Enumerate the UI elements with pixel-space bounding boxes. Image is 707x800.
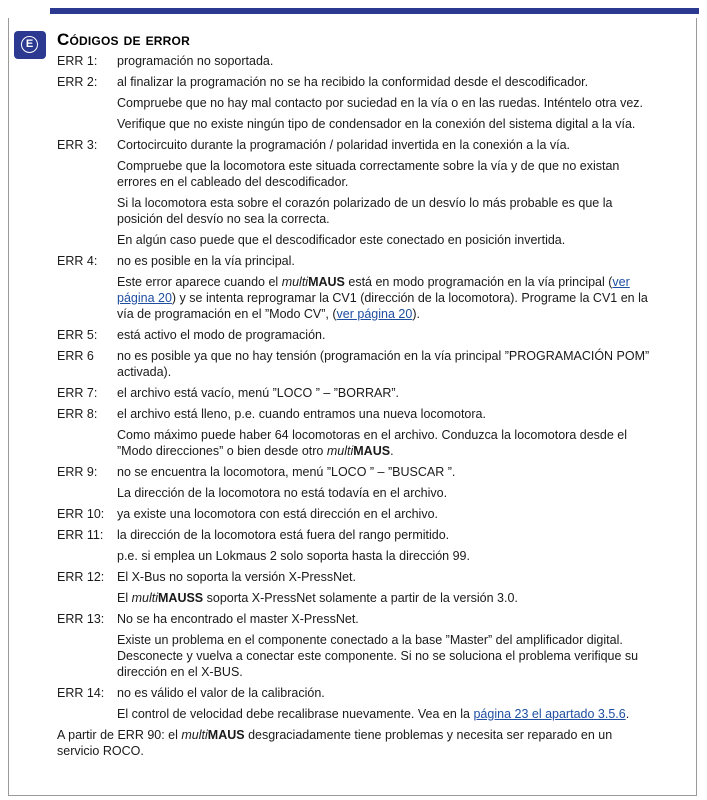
error-entry-13 [57,611,652,680]
error-detail: La dirección de la locomotora no está todavía en el archivo. [117,486,448,500]
error-detail [117,427,652,459]
error-code: ERR 2: [57,75,98,89]
error-desc: no se encuentra la locomotora, menú ”LOCO ” – ”BUSCAR ”. [117,465,456,479]
brand-maus: MAUS [308,275,345,289]
error-entry-5 [57,327,652,343]
error-entry-11 [57,527,652,564]
error-code: ERR 13: [57,612,105,626]
error-detail [117,706,652,722]
error-entry-6 [57,348,652,380]
error-desc: Cortocircuito durante la programación / polaridad invertida en la conexión a la vía. [117,138,571,152]
error-detail: Verifique que no existe ningún tipo de condensador en la conexión del sistema digital a la vía. [117,117,636,131]
page-20-link[interactable]: ver página 20 [117,275,630,305]
error-code: ERR 8: [57,407,98,421]
error-code: ERR 3: [57,138,98,152]
error-desc: no es válido el valor de la calibración. [117,686,325,700]
error-desc: el archivo está lleno, p.e. cuando entramos una nueva locomotora. [117,407,486,421]
error-detail: Compruebe que la locomotora este situada correctamente sobre la vía y de que no existan errores en el cableado del descodificador. [117,159,620,189]
error-entry-3 [57,137,652,248]
detail-text: Este error aparece cuando el [117,275,282,289]
top-accent-band [50,8,699,14]
error-list [57,53,652,764]
error-desc: el archivo está vacío, menú ”LOCO ” – ”BORRAR”. [117,386,400,400]
detail-text: El [117,591,132,605]
detail-text: ) y se intenta reprogramar la CV1 (dirección de la locomotora). Programe la CV1 en la vía de programación en el ”Modo CV”, ( [117,291,648,321]
brand-maus: MAUS [353,444,391,458]
language-letter: E [21,36,38,53]
page-20-link[interactable]: ver página 20 [336,307,413,321]
footer-note [57,727,652,759]
error-code: ERR 4: [57,254,98,268]
error-code: ERR 1: [57,54,98,68]
error-desc: al finalizar la programación no se ha recibido la conformidad desde el descodificador. [117,75,589,89]
error-desc: está activo el modo de programación. [117,328,326,342]
error-entry-10 [57,506,652,522]
error-detail: En algún caso puede que el descodificador este conectado en posición invertida. [117,233,566,247]
error-detail [117,590,652,606]
error-detail: p.e. si emplea un Lokmaus 2 solo soporta hasta la dirección 99. [117,549,470,563]
error-entry-14 [57,685,652,722]
brand-maus: MAUS [207,728,245,742]
error-desc: El X-Bus no soporta la versión X-PressNet. [117,570,356,584]
footer-text: A partir de ERR 90: el [57,728,182,742]
error-entry-9 [57,464,652,501]
error-entry-12 [57,569,652,606]
brand-multi: multi [131,591,158,605]
error-detail: Compruebe que no hay mal contacto por suciedad en la vía o en las ruedas. Inténtelo otra vez. [117,96,644,110]
error-code: ERR 12: [57,570,105,584]
detail-text: Como máximo puede haber 64 locomotoras en el archivo. Conduzca la locomotora desde el ”Modo direcciones” o bien desde otro [117,428,628,458]
footer-text: desgraciadamente tiene problemas y necesita ser reparado en un servicio ROCO. [57,728,613,758]
error-entry-2 [57,74,652,132]
brand-multi: multi [281,275,309,289]
error-desc: no es posible en la vía principal. [117,254,295,268]
error-code: ERR 9: [57,465,98,479]
error-detail: Si la locomotora esta sobre el corazón polarizado de un desvío lo más probable es que la posición del desvío no sea la correcta. [117,196,613,226]
error-desc: No se ha encontrado el master X-PressNet. [117,612,359,626]
brand-mauss: MAUSS [158,591,204,605]
error-code: ERR 7: [57,386,98,400]
error-desc: la dirección de la locomotora está fuera del rango permitido. [117,528,450,542]
language-badge [14,31,46,59]
error-desc: no es posible ya que no hay tensión (programación en la vía principal ”PROGRAMACIÓN POM” activada). [117,349,650,379]
brand-multi: multi [326,444,354,458]
error-detail: Existe un problema en el componente conectado a la base ”Master” del amplificador digital. Desconecte y vuelva a conectar este componente. Si no se soluciona el problema verifique su dirección en el X-BUS. [117,633,639,679]
error-code: ERR 10: [57,507,105,521]
error-desc: programación no soportada. [117,54,274,68]
brand-multi: multi [181,728,208,742]
error-code: ERR 14: [57,686,105,700]
page-23-link[interactable]: página 23 el apartado 3.5.6 [473,707,626,721]
error-entry-7 [57,385,652,401]
detail-text: soporta X-PressNet solamente a partir de la versión 3.0. [203,591,518,605]
detail-text: . [625,707,630,721]
error-code: ERR 5: [57,328,98,342]
error-entry-8 [57,406,652,459]
detail-text: ). [412,307,420,321]
error-code: ERR 11: [57,528,104,542]
detail-text: El control de velocidad debe recalibrase nuevamente. Vea en la [117,707,474,721]
error-code: ERR 6 [57,349,94,363]
top-bar [0,0,707,20]
detail-text: . [390,444,394,458]
error-entry-1 [57,53,652,69]
detail-text: está en modo programación en la vía principal ( [344,275,613,289]
error-entry-4 [57,253,652,322]
section-title: Códigos de error [57,30,190,49]
error-detail [117,274,652,322]
error-desc: ya existe una locomotora con está dirección en el archivo. [117,507,439,521]
